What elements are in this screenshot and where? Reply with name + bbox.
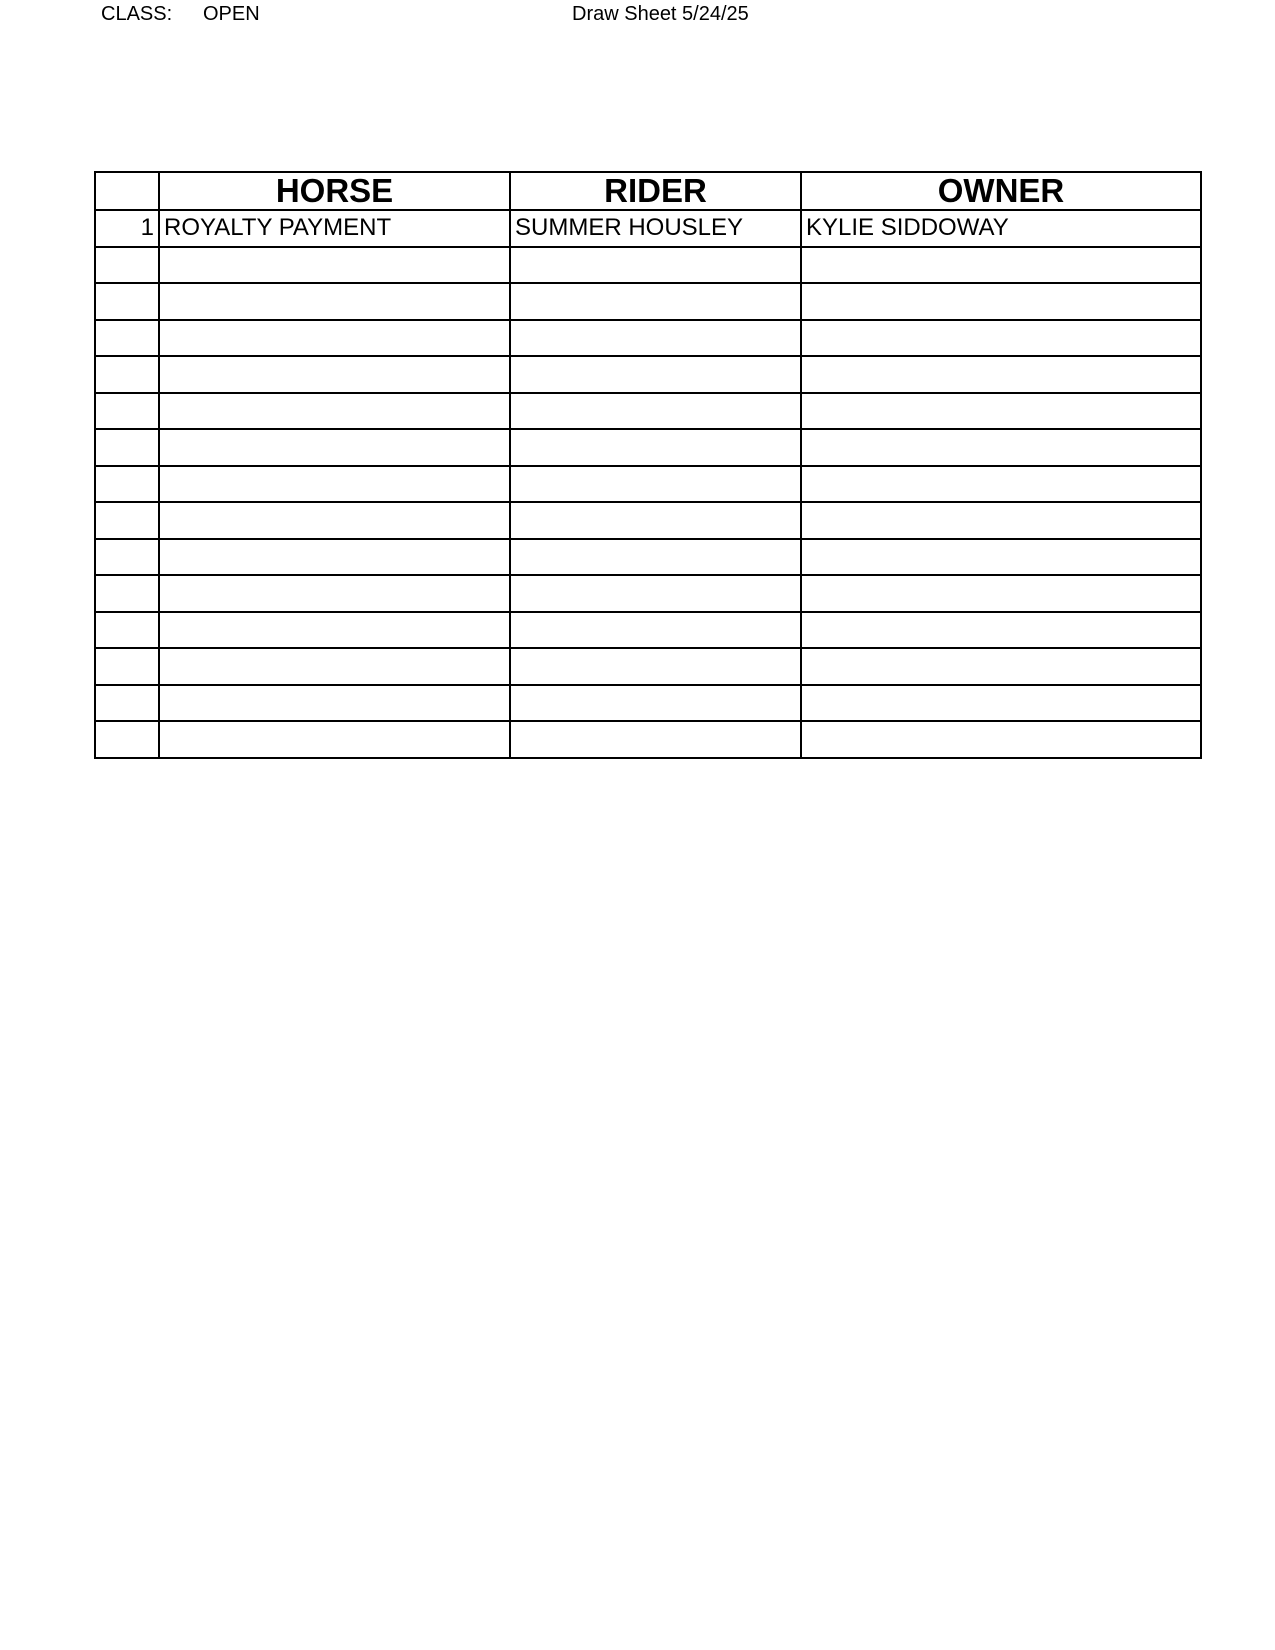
cell-draw-number (95, 466, 159, 503)
class-label: CLASS: (101, 3, 173, 25)
cell-rider (510, 721, 801, 758)
table-row (95, 539, 1201, 576)
cell-horse (159, 247, 510, 284)
cell-horse (159, 320, 510, 357)
cell-horse (159, 685, 510, 722)
cell-rider (510, 356, 801, 393)
table-row (95, 648, 1201, 685)
cell-draw-number (95, 502, 159, 539)
class-value: OPEN (203, 3, 260, 25)
cell-draw-number (95, 320, 159, 357)
cell-horse (159, 283, 510, 320)
table-body (95, 210, 1201, 758)
cell-horse (159, 648, 510, 685)
cell-owner (801, 283, 1201, 320)
cell-draw-number (95, 247, 159, 284)
cell-owner (801, 320, 1201, 357)
table-row (95, 283, 1201, 320)
cell-rider (510, 539, 801, 576)
cell-draw-number (95, 612, 159, 649)
cell-horse (159, 466, 510, 503)
cell-rider (510, 429, 801, 466)
cell-draw-number (95, 539, 159, 576)
cell-owner (801, 502, 1201, 539)
cell-owner (801, 575, 1201, 612)
cell-owner (801, 356, 1201, 393)
cell-horse (159, 575, 510, 612)
table-row (95, 575, 1201, 612)
cell-rider (510, 320, 801, 357)
cell-owner: KYLIE SIDDOWAY (801, 210, 1201, 247)
cell-draw-number (95, 685, 159, 722)
cell-horse (159, 356, 510, 393)
cell-horse (159, 612, 510, 649)
draw-table (94, 171, 1202, 759)
table-row (95, 685, 1201, 722)
cell-draw-number: 1 (95, 210, 159, 247)
table-row (95, 612, 1201, 649)
cell-owner (801, 612, 1201, 649)
cell-owner (801, 648, 1201, 685)
cell-owner (801, 721, 1201, 758)
cell-rider (510, 247, 801, 284)
cell-horse (159, 539, 510, 576)
table-header-row (95, 172, 1201, 210)
cell-rider (510, 283, 801, 320)
cell-rider (510, 575, 801, 612)
cell-owner (801, 685, 1201, 722)
cell-horse (159, 429, 510, 466)
cell-horse (159, 393, 510, 430)
column-header-rider: RIDER (510, 172, 801, 210)
cell-rider (510, 502, 801, 539)
cell-owner (801, 539, 1201, 576)
cell-rider (510, 393, 801, 430)
sheet-title: Draw Sheet 5/24/25 (572, 3, 749, 25)
cell-draw-number (95, 648, 159, 685)
table-row (95, 320, 1201, 357)
cell-horse (159, 502, 510, 539)
cell-owner (801, 466, 1201, 503)
cell-draw-number (95, 283, 159, 320)
table-row (95, 429, 1201, 466)
table-row (95, 502, 1201, 539)
column-header-number (95, 172, 159, 210)
cell-rider (510, 685, 801, 722)
table-row (95, 393, 1201, 430)
column-header-owner: OWNER (801, 172, 1201, 210)
cell-owner (801, 393, 1201, 430)
cell-rider (510, 612, 801, 649)
table-row (95, 356, 1201, 393)
cell-draw-number (95, 429, 159, 466)
table-row (95, 466, 1201, 503)
cell-draw-number (95, 356, 159, 393)
cell-draw-number (95, 393, 159, 430)
column-header-horse: HORSE (159, 172, 510, 210)
table-row (95, 210, 1201, 247)
cell-owner (801, 247, 1201, 284)
cell-rider: SUMMER HOUSLEY (510, 210, 801, 247)
cell-draw-number (95, 575, 159, 612)
cell-rider (510, 466, 801, 503)
table-row (95, 721, 1201, 758)
cell-draw-number (95, 721, 159, 758)
table-row (95, 247, 1201, 284)
cell-rider (510, 648, 801, 685)
cell-horse (159, 721, 510, 758)
cell-owner (801, 429, 1201, 466)
cell-horse: ROYALTY PAYMENT (159, 210, 510, 247)
